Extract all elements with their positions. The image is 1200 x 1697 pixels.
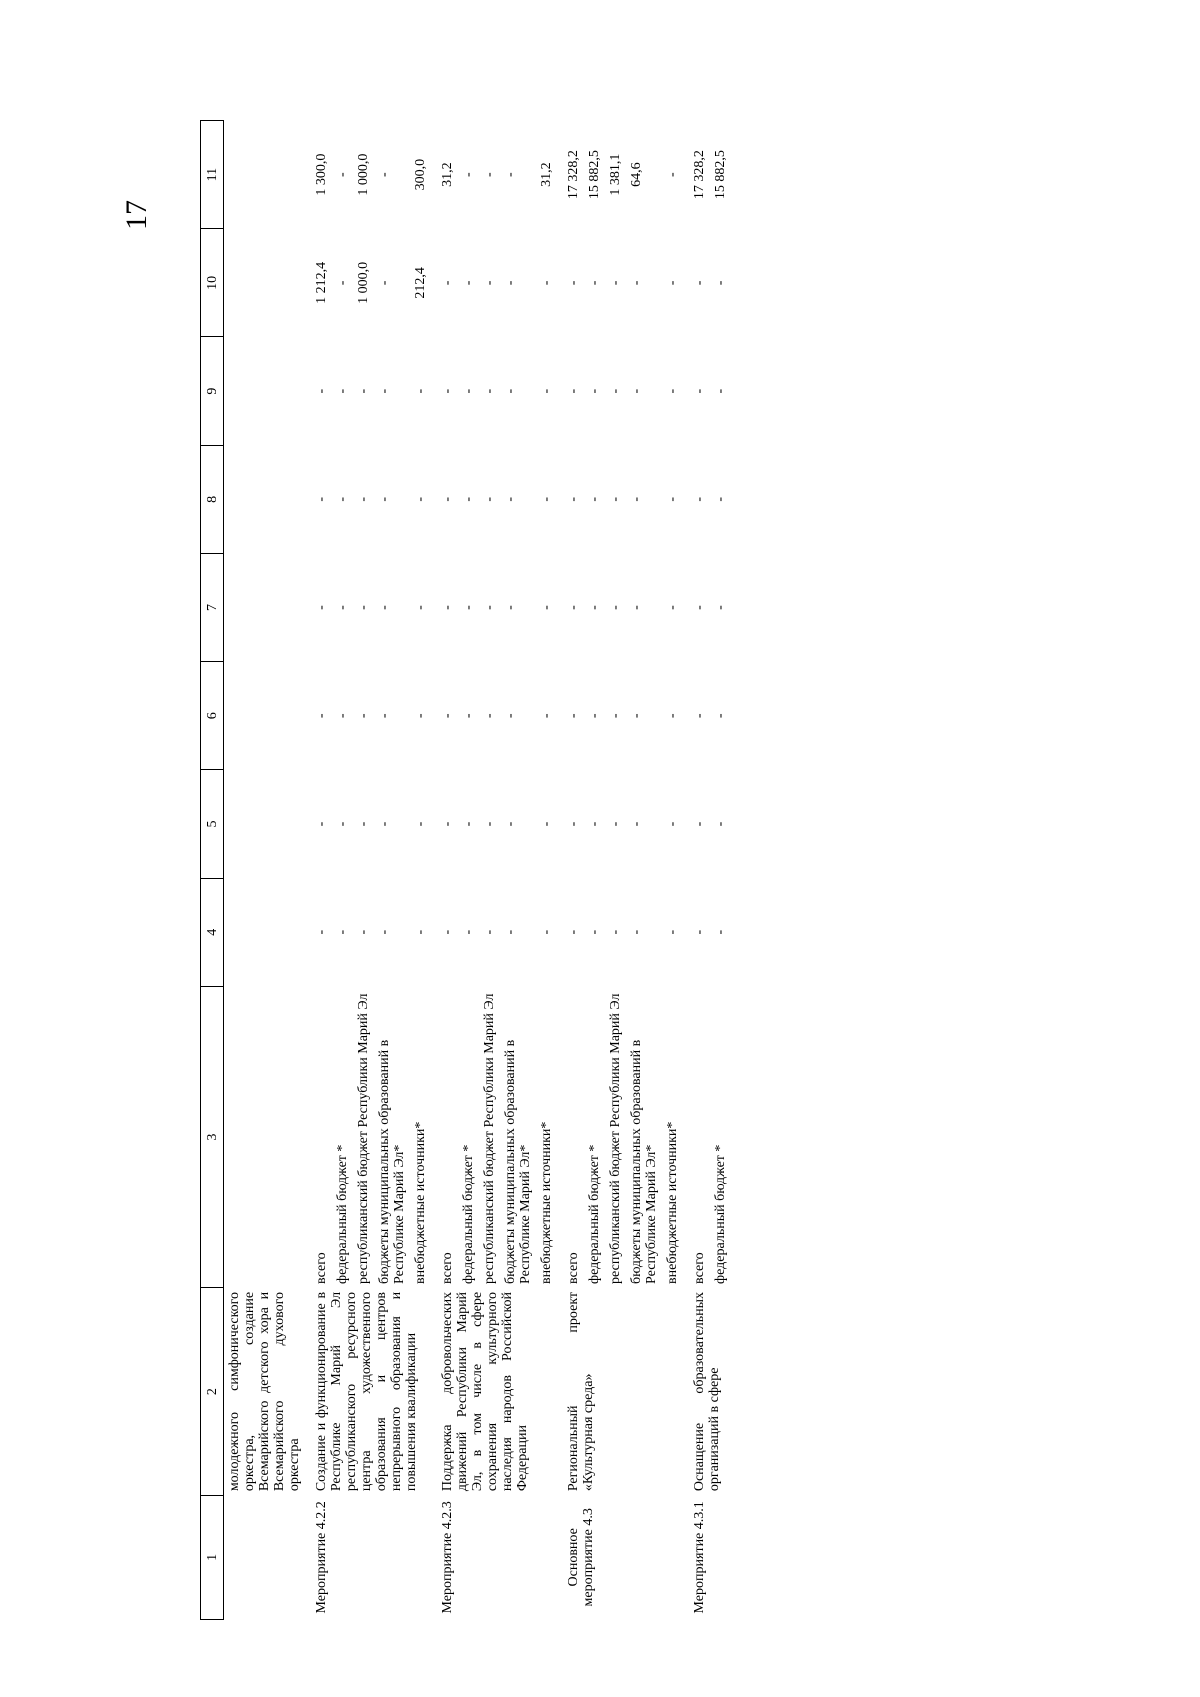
amount-cell: 64,6 xyxy=(629,162,644,187)
column-header: 9 xyxy=(201,337,224,445)
amount-cell: - xyxy=(629,280,644,286)
amount-cell: 1 300,0 xyxy=(314,153,329,196)
amount-cell: - xyxy=(539,280,554,286)
amount-cell: - xyxy=(713,605,728,610)
amount-cell: - xyxy=(566,280,581,286)
amount-cell: - xyxy=(335,713,350,719)
amount-cell: - xyxy=(587,388,602,394)
amount-cell: - xyxy=(665,172,680,177)
amount-cell: 17 328,2 xyxy=(692,150,707,200)
amount-cell: - xyxy=(566,929,581,935)
amount-cell: - xyxy=(692,929,707,935)
amount-cell: - xyxy=(413,388,428,394)
amount-cell: - xyxy=(713,496,728,502)
amount-cell: - xyxy=(335,821,350,827)
amount-cell: - xyxy=(440,280,455,286)
continuation-row xyxy=(224,121,306,1620)
amount-cell: - xyxy=(461,388,476,394)
amount-cell: - xyxy=(665,605,680,610)
funding-source: всего xyxy=(692,1252,707,1284)
amount-cell: - xyxy=(440,821,455,827)
amount-cell: - xyxy=(377,388,392,394)
amount-cell: - xyxy=(440,388,455,394)
amount-cell: 1 000,0 xyxy=(356,153,371,196)
table-row xyxy=(557,121,584,1620)
funding-source: бюджеты муниципальных образований в Республике Марий Эл* xyxy=(377,1039,407,1284)
amount-cell: - xyxy=(377,713,392,719)
amount-cell: - xyxy=(314,388,329,394)
table-row xyxy=(431,121,458,1620)
amount-cell: - xyxy=(665,713,680,719)
funding-source: всего xyxy=(440,1252,455,1284)
amount-cell: - xyxy=(692,496,707,502)
amount-cell: - xyxy=(482,713,497,719)
amount-cell: - xyxy=(665,388,680,394)
funding-source: внебюджетные источники* xyxy=(665,1121,680,1284)
table-row xyxy=(305,121,332,1620)
amount-cell: - xyxy=(566,388,581,394)
funding-source: федеральный бюджет * xyxy=(461,1144,476,1284)
amount-cell: - xyxy=(356,496,371,502)
amount-cell: - xyxy=(566,713,581,719)
amount-cell: - xyxy=(356,929,371,935)
amount-cell: - xyxy=(482,496,497,502)
amount-cell: - xyxy=(335,280,350,286)
amount-cell: - xyxy=(665,821,680,827)
amount-cell: - xyxy=(692,280,707,286)
amount-cell: - xyxy=(314,496,329,502)
amount-cell: - xyxy=(440,605,455,610)
column-number-row xyxy=(201,121,224,1620)
amount-cell: - xyxy=(413,713,428,719)
measure-name: Мероприятие 4.2.2 xyxy=(314,1501,329,1614)
amount-cell: - xyxy=(608,280,623,286)
amount-cell: - xyxy=(335,605,350,610)
funding-source: республиканский бюджет Республики Марий Эл xyxy=(482,993,497,1284)
amount-cell: - xyxy=(539,388,554,394)
amount-cell: - xyxy=(314,605,329,610)
amount-cell: - xyxy=(461,929,476,935)
amount-cell: - xyxy=(587,929,602,935)
amount-cell: - xyxy=(713,280,728,286)
amount-cell: - xyxy=(356,713,371,719)
amount-cell: - xyxy=(539,821,554,827)
amount-cell: - xyxy=(608,929,623,935)
amount-cell: - xyxy=(629,713,644,719)
column-header: 5 xyxy=(201,770,224,878)
amount-cell: - xyxy=(566,605,581,610)
column-header: 7 xyxy=(201,553,224,661)
amount-cell: - xyxy=(629,929,644,935)
column-header: 6 xyxy=(201,662,224,770)
amount-cell: - xyxy=(587,280,602,286)
amount-cell: 15 882,5 xyxy=(587,150,602,200)
amount-cell: - xyxy=(629,388,644,394)
amount-cell: - xyxy=(356,821,371,827)
amount-cell: 15 882,5 xyxy=(713,150,728,200)
amount-cell: - xyxy=(713,929,728,935)
amount-cell: - xyxy=(335,929,350,935)
budget-table xyxy=(200,120,731,1620)
amount-cell: - xyxy=(377,929,392,935)
measure-description: Поддержка добровольческих движений Республики Марий Эл, в том числе в сфере сохранения культурного наследия народов Российской Федерации xyxy=(440,1291,530,1492)
amount-cell: - xyxy=(608,821,623,827)
amount-cell: - xyxy=(566,496,581,502)
amount-cell: - xyxy=(461,280,476,286)
amount-cell: - xyxy=(377,605,392,610)
amount-cell: - xyxy=(335,172,350,177)
amount-cell: - xyxy=(482,929,497,935)
column-header: 10 xyxy=(201,229,224,337)
funding-source: внебюджетные источники* xyxy=(539,1121,554,1284)
amount-cell: - xyxy=(461,821,476,827)
amount-cell: - xyxy=(608,713,623,719)
funding-source: федеральный бюджет * xyxy=(335,1144,350,1284)
amount-cell: - xyxy=(503,605,518,610)
amount-cell: - xyxy=(461,605,476,610)
amount-cell: - xyxy=(503,280,518,286)
amount-cell: - xyxy=(503,713,518,719)
amount-cell: - xyxy=(629,605,644,610)
amount-cell: - xyxy=(539,605,554,610)
amount-cell: - xyxy=(692,388,707,394)
amount-cell: - xyxy=(665,280,680,286)
funding-source: федеральный бюджет * xyxy=(713,1144,728,1284)
amount-cell: - xyxy=(377,172,392,177)
amount-cell: 1 381,1 xyxy=(608,153,623,196)
amount-cell: - xyxy=(413,496,428,502)
table-body xyxy=(224,121,732,1620)
amount-cell: - xyxy=(503,821,518,827)
amount-cell: - xyxy=(413,605,428,610)
amount-cell: - xyxy=(587,496,602,502)
amount-cell: - xyxy=(566,821,581,827)
amount-cell: - xyxy=(587,821,602,827)
funding-source: республиканский бюджет Республики Марий Эл xyxy=(608,993,623,1284)
amount-cell: 1 000,0 xyxy=(356,261,371,304)
amount-cell: - xyxy=(608,496,623,502)
amount-cell: - xyxy=(335,496,350,502)
amount-cell: - xyxy=(413,929,428,935)
measure-name: Мероприятие 4.2.3 xyxy=(440,1501,455,1614)
amount-cell: - xyxy=(608,388,623,394)
amount-cell: - xyxy=(665,496,680,502)
amount-cell: - xyxy=(692,713,707,719)
amount-cell: - xyxy=(461,713,476,719)
amount-cell: - xyxy=(539,713,554,719)
amount-cell: - xyxy=(629,496,644,502)
amount-cell: - xyxy=(461,172,476,177)
continuation-text: молодежного симфонического оркестра, создание Всемарийского детского хора и Всемарийского духового оркестра xyxy=(227,1291,302,1492)
amount-cell: - xyxy=(503,929,518,935)
amount-cell: - xyxy=(539,929,554,935)
amount-cell: - xyxy=(713,821,728,827)
amount-cell: - xyxy=(665,929,680,935)
funding-source: всего xyxy=(314,1252,329,1284)
amount-cell: - xyxy=(503,496,518,502)
column-header: 4 xyxy=(201,878,224,986)
amount-cell: - xyxy=(482,172,497,177)
column-header: 8 xyxy=(201,445,224,553)
amount-cell: - xyxy=(314,821,329,827)
funding-source: федеральный бюджет * xyxy=(587,1144,602,1284)
amount-cell: - xyxy=(314,713,329,719)
table-row xyxy=(683,121,710,1620)
funding-source: внебюджетные источники* xyxy=(413,1121,428,1284)
funding-source: всего xyxy=(566,1252,581,1284)
amount-cell: - xyxy=(482,280,497,286)
column-header: 3 xyxy=(201,986,224,1288)
measure-description: Региональный проект «Культурная среда» xyxy=(566,1291,596,1492)
amount-cell: - xyxy=(692,605,707,610)
funding-source: бюджеты муниципальных образований в Республике Марий Эл* xyxy=(503,1039,533,1284)
amount-cell: - xyxy=(503,172,518,177)
amount-cell: 212,4 xyxy=(413,267,428,299)
amount-cell: - xyxy=(629,821,644,827)
amount-cell: - xyxy=(440,929,455,935)
amount-cell: 1 212,4 xyxy=(314,261,329,304)
amount-cell: - xyxy=(482,605,497,610)
amount-cell: - xyxy=(539,496,554,502)
amount-cell: - xyxy=(503,388,518,394)
rotated-table-area xyxy=(120,120,1200,1620)
amount-cell: 31,2 xyxy=(440,162,455,187)
amount-cell: - xyxy=(587,713,602,719)
amount-cell: - xyxy=(587,605,602,610)
amount-cell: - xyxy=(608,605,623,610)
amount-cell: - xyxy=(356,605,371,610)
funding-source: бюджеты муниципальных образований в Республике Марий Эл* xyxy=(629,1039,659,1284)
amount-cell: - xyxy=(377,821,392,827)
measure-name: Мероприятие 4.3.1 xyxy=(692,1501,707,1614)
page-number: 17 xyxy=(120,200,153,230)
amount-cell: 300,0 xyxy=(413,158,428,191)
column-header: 1 xyxy=(201,1495,224,1619)
amount-cell: 17 328,2 xyxy=(566,150,581,200)
amount-cell: - xyxy=(314,929,329,935)
amount-cell: - xyxy=(377,280,392,286)
amount-cell: - xyxy=(377,496,392,502)
measure-description: Оснащение образовательных организаций в сфере xyxy=(692,1291,722,1492)
amount-cell: - xyxy=(713,388,728,394)
amount-cell: - xyxy=(413,821,428,827)
amount-cell: - xyxy=(440,496,455,502)
amount-cell: - xyxy=(335,388,350,394)
funding-source: республиканский бюджет Республики Марий Эл xyxy=(356,993,371,1284)
amount-cell: - xyxy=(440,713,455,719)
measure-name: Основное мероприятие 4.3 xyxy=(566,1508,596,1607)
amount-cell: - xyxy=(692,821,707,827)
measure-description: Создание и функционирование в Республике Марий Эл республиканского ресурсного центра художественного образования и центров непрерывного образования и повышения квалификации xyxy=(314,1291,419,1492)
amount-cell: 31,2 xyxy=(539,162,554,187)
amount-cell: - xyxy=(356,388,371,394)
column-header: 2 xyxy=(201,1288,224,1495)
amount-cell: - xyxy=(461,496,476,502)
amount-cell: - xyxy=(482,821,497,827)
column-header: 11 xyxy=(201,121,224,229)
amount-cell: - xyxy=(482,388,497,394)
amount-cell: - xyxy=(713,713,728,719)
